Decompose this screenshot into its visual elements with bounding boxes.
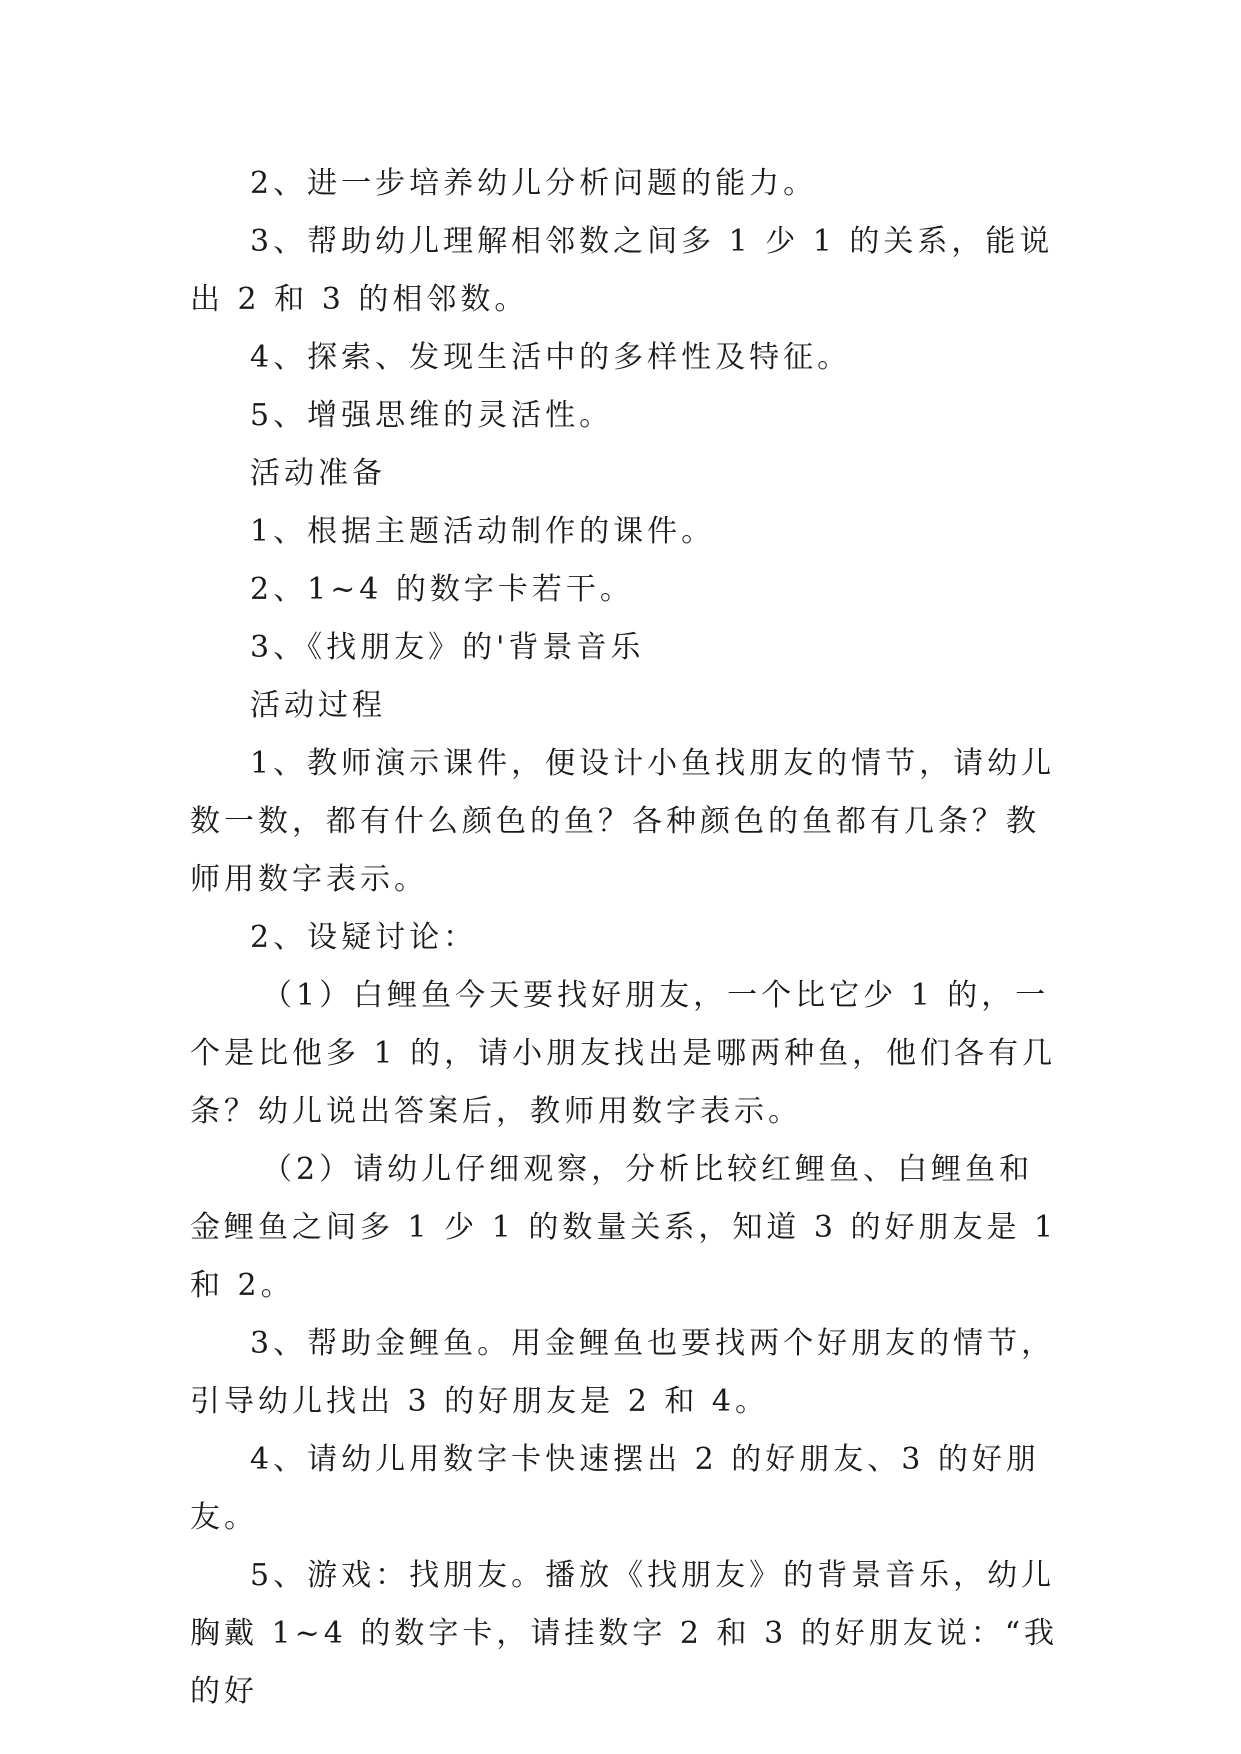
document-body — [190, 155, 1060, 1721]
section-heading-process: 活动过程 — [250, 688, 386, 723]
paragraph-process-4: 4、请幼儿用数字卡快速摆出 2 的好朋友、3 的好朋友。 — [190, 1442, 1040, 1535]
paragraph-process-3: 3、帮助金鲤鱼。用金鲤鱼也要找两个好朋友的情节，引导幼儿找出 3 的好朋友是 2 和 4。 — [190, 1326, 1056, 1419]
paragraph-process-2-1: （1）白鲤鱼今天要找好朋友，一个比它少 1 的，一个是比他多 1 的，请小朋友找出是哪两种鱼，他们各有几条？幼儿说出答案后，教师用数字表示。 — [190, 978, 1057, 1129]
paragraph-process-1: 1、教师演示课件，便设计小鱼找朋友的情节，请幼儿数一数，都有什么颜色的鱼？各种颜色的鱼都有几条？教师用数字表示。 — [190, 746, 1056, 897]
paragraph-process-2-2: （2）请幼儿仔细观察，分析比较红鲤鱼、白鲤鱼和金鲤鱼之间多 1 少 1 的数量关系，知道 3 的好朋友是 1 和 2。 — [190, 1152, 1058, 1303]
paragraph-goal-3: 3、帮助幼儿理解相邻数之间多 1 少 1 的关系，能说出 2 和 3 的相邻数。 — [190, 224, 1054, 317]
paragraph-prep-2: 2、1~4 的数字卡若干。 — [250, 572, 634, 607]
paragraph-prep-3: 3、《找朋友》的'背景音乐 — [250, 630, 645, 665]
paragraph-goal-2: 2、进一步培养幼儿分析问题的能力。 — [250, 166, 818, 201]
paragraph-prep-1: 1、根据主题活动制作的课件。 — [250, 514, 716, 549]
section-heading-preparation: 活动准备 — [250, 456, 386, 491]
paragraph-goal-5: 5、增强思维的灵活性。 — [250, 398, 614, 433]
paragraph-process-2: 2、设疑讨论： — [250, 920, 478, 955]
paragraph-process-5: 5、游戏：找朋友。播放《找朋友》的背景音乐，幼儿胸戴 1~4 的数字卡，请挂数字 2 和 3 的好朋友说：“我的好 — [190, 1558, 1059, 1709]
paragraph-goal-4: 4、探索、发现生活中的多样性及特征。 — [250, 340, 852, 375]
